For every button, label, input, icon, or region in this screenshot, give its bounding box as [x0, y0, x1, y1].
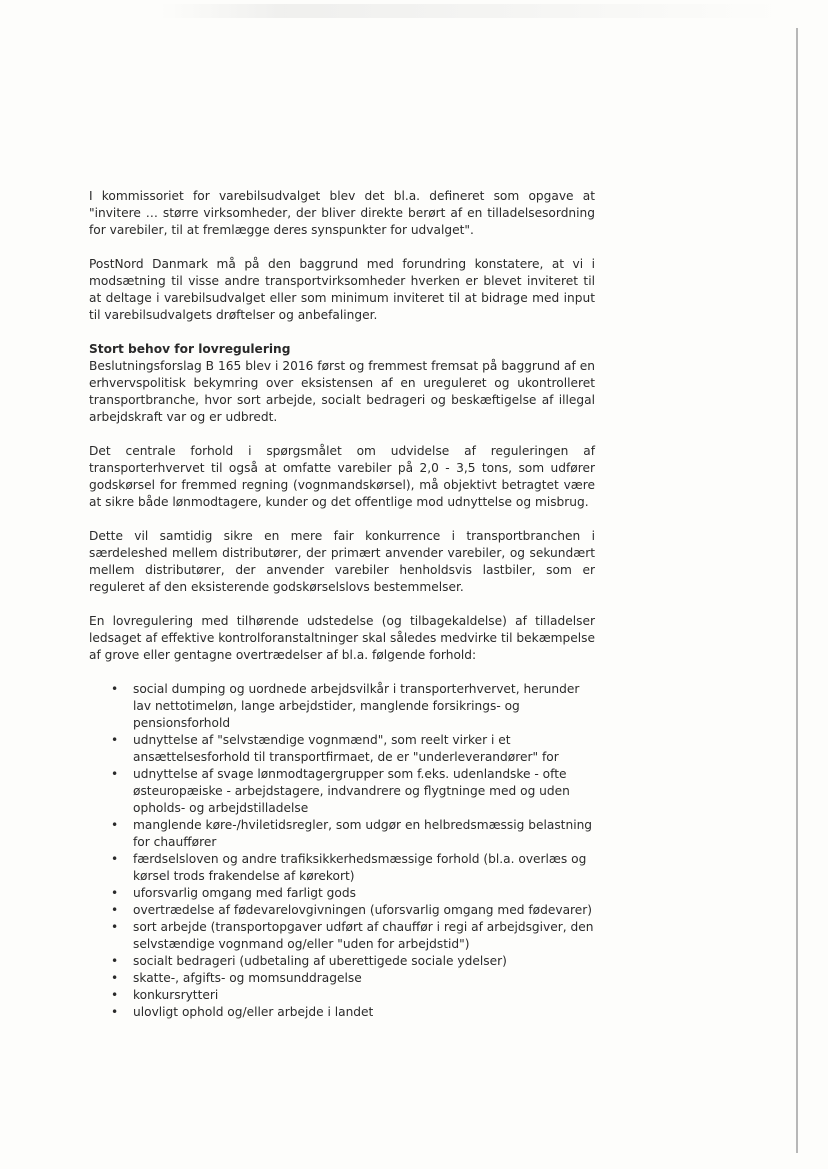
list-item — [89, 970, 595, 987]
bullet-icon: • — [111, 954, 119, 968]
list-item — [89, 919, 595, 953]
list-item — [89, 766, 595, 817]
bullet-icon: • — [111, 920, 119, 934]
list-item — [89, 1004, 595, 1021]
paragraph-central-issue: Det centrale forhold i spørgsmålet om udvidelse af reguleringen af transporterhvervet til også at omfatte varebiler på 2,0 - 3,5 tons, som udfører godskørsel for fremmed regning (vognmandskørsel), må objektivt betragtet være at sikre både lønmodtagere, kunder og det offentlige mod udnyttelse og misbrug. — [89, 444, 595, 509]
bullet-icon: • — [111, 852, 119, 866]
bullet-icon: • — [111, 767, 119, 781]
section-heading: Stort behov for lovregulering — [89, 342, 291, 356]
list-item — [89, 885, 595, 902]
paragraph-commission: I kommissoriet for varebilsudvalget blev det bl.a. defineret som opgave at "invitere … større virksomheder, der bliver direkte berørt af en tilladelsesordning for varebiler, til at fremlægge deres synspunkter for udvalget". — [89, 189, 595, 237]
list-item-text: sort arbejde (transportopgaver udført af chauffør i regi af arbejdsgiver, den selvstændige vognmand og/eller "uden for arbejdstid") — [133, 920, 594, 951]
list-item-text: færdselsloven og andre trafiksikkerhedsmæssige forhold (bl.a. overlæs og kørsel trods frakendelse af kørekort) — [133, 852, 587, 883]
list-item — [89, 902, 595, 919]
bullet-icon: • — [111, 971, 119, 985]
list-item-text: manglende køre-/hviletidsregler, som udgør en helbredsmæssig belastning for chauffører — [133, 818, 593, 849]
bullet-icon: • — [111, 903, 119, 917]
paragraph-b165: Beslutningsforslag B 165 blev i 2016 først og fremmest fremsat på baggrund af en erhvervspolitisk bekymring over eksistensen af en ureguleret og ukontrolleret transportbranche, hvor sort arbejde, socialt bedrageri og beskæftigelse af illegal arbejdskraft var og er udbredt. — [89, 359, 595, 424]
list-item-text: skatte-, afgifts- og momsunddragelse — [133, 971, 362, 985]
list-item — [89, 851, 595, 885]
list-item-text: social dumping og uordnede arbejdsvilkår i transporterhvervet, herunder lav nettotimeløn, lange arbejdstider, manglende forsikrings- og pensionsforhold — [133, 682, 580, 730]
list-item-text: socialt bedrageri (udbetaling af uberettigede sociale ydelser) — [133, 954, 507, 968]
paragraph-fair-competition: Dette vil samtidig sikre en mere fair konkurrence i transportbranchen i særdeleshed mellem distributører, der primært anvender varebiler, og sekundært mellem distributører, der anvender varebiler henholdsvis lastbiler, som er reguleret af den eksisterende godskørselslovs bestemmelser. — [89, 529, 595, 594]
bullet-icon: • — [111, 733, 119, 747]
scan-artifact-right-edge — [796, 28, 798, 1153]
list-item-text: konkursrytteri — [133, 988, 219, 1002]
violations-list — [89, 681, 595, 1021]
list-item — [89, 953, 595, 970]
list-item-text: ulovligt ophold og/eller arbejde i landet — [133, 1005, 374, 1019]
bullet-icon: • — [111, 818, 119, 832]
list-item — [89, 681, 595, 732]
scan-artifact-top — [160, 4, 780, 18]
bullet-icon: • — [111, 682, 119, 696]
paragraph-postnord: PostNord Danmark må på den baggrund med forundring konstatere, at vi i modsætning til visse andre transportvirksomheder hverken er blevet inviteret til at deltage i varebilsudvalget eller som minimum inviteret til at bidrage med input til varebilsudvalgets drøftelser og anbefalinger. — [89, 257, 595, 322]
list-item — [89, 732, 595, 766]
paragraph-regulation: En lovregulering med tilhørende udstedelse (og tilbagekaldelse) af tilladelser ledsaget af effektive kontrolforanstaltninger skal således medvirke til bekæmpelse af grove eller gentagne overtrædelser af bl.a. følgende forhold: — [89, 614, 595, 662]
bullet-icon: • — [111, 886, 119, 900]
list-item-text: overtrædelse af fødevarelovgivningen (uforsvarlig omgang med fødevarer) — [133, 903, 593, 917]
list-item — [89, 817, 595, 851]
document-body — [89, 188, 595, 1021]
list-item-text: udnyttelse af "selvstændige vognmænd", som reelt virker i et ansættelsesforhold til transportfirmaet, de er "underleverandører" for — [133, 733, 559, 764]
list-item-text: uforsvarlig omgang med farligt gods — [133, 886, 356, 900]
bullet-icon: • — [111, 1005, 119, 1019]
bullet-icon: • — [111, 988, 119, 1002]
list-item — [89, 987, 595, 1004]
list-item-text: udnyttelse af svage lønmodtagergrupper som f.eks. udenlandske - ofte østeuropæiske - arbejdstagere, indvandrere og flygtninge med og uden opholds- og arbejdstilladelse — [133, 767, 570, 815]
